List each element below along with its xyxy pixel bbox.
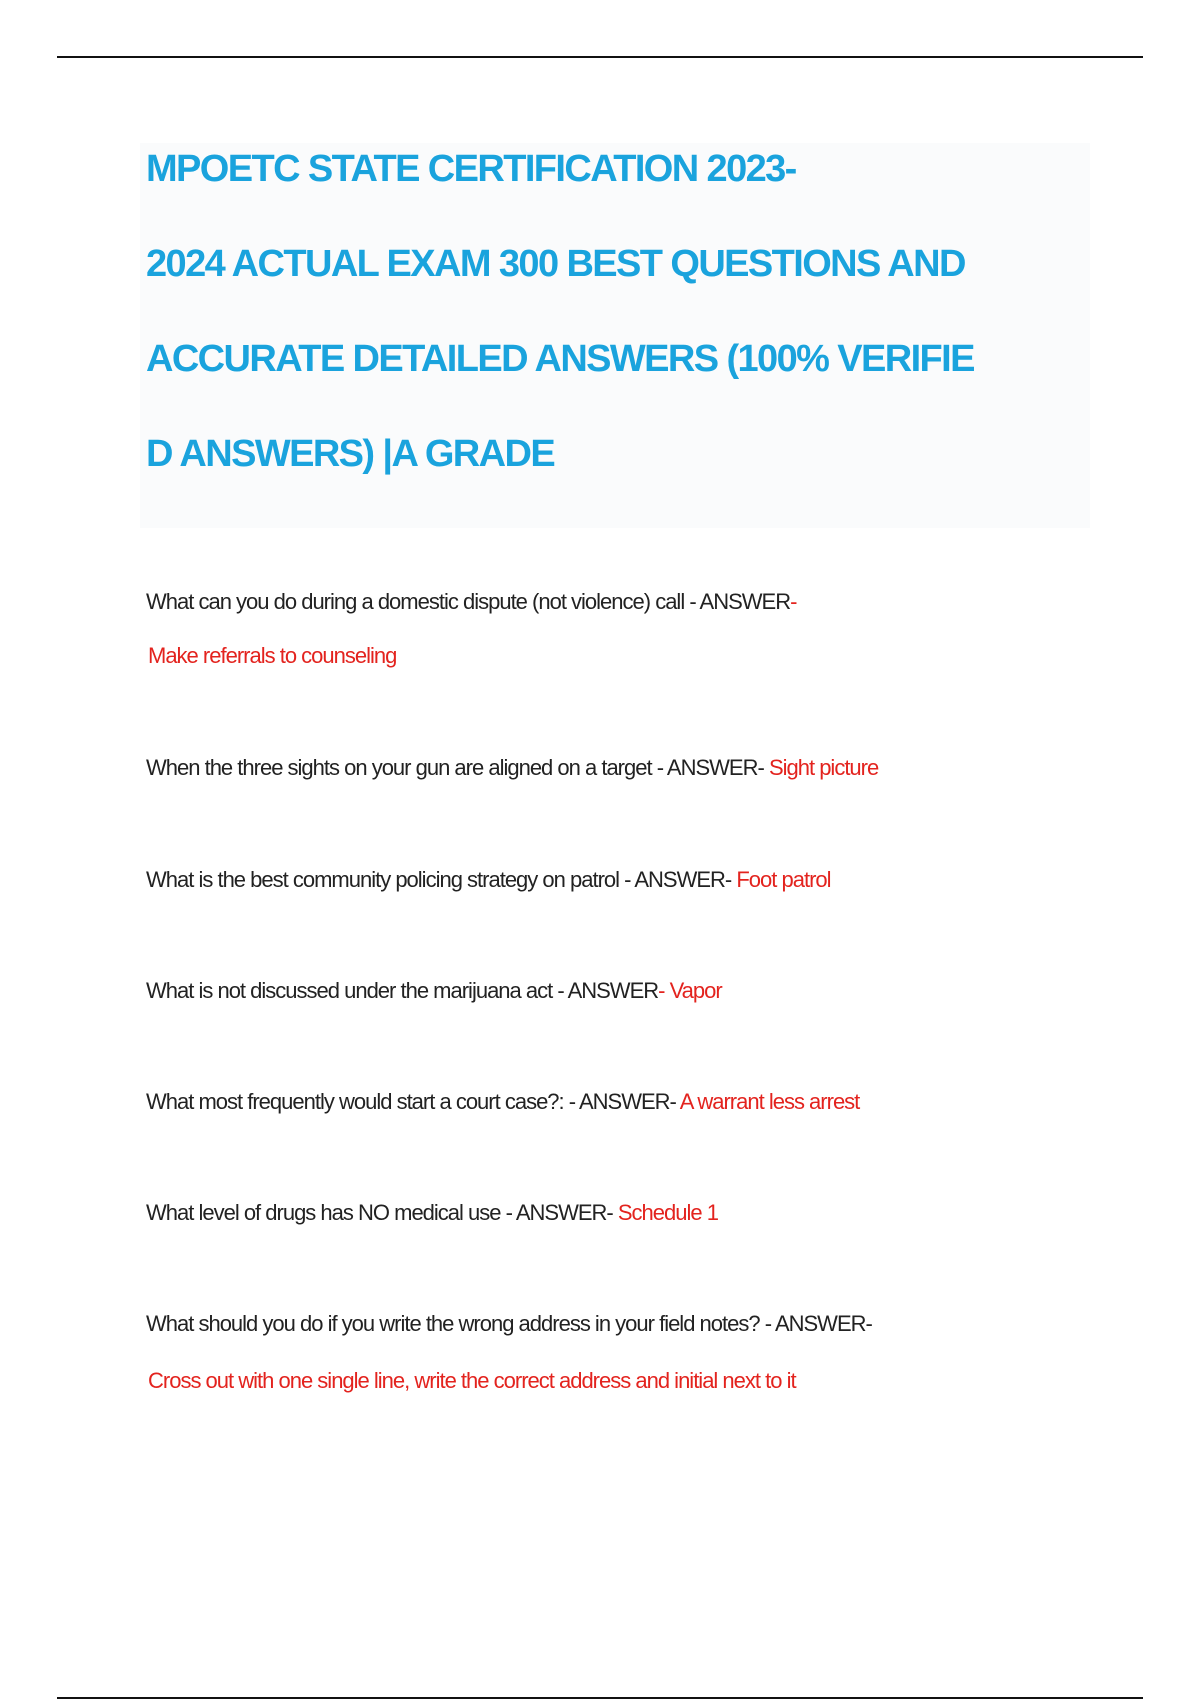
answer-separator: - <box>790 589 797 614</box>
top-rule <box>57 56 1143 58</box>
qa-item-2 <box>146 755 878 781</box>
answer-text: Schedule 1 <box>617 1200 718 1225</box>
answer-text: - Vapor <box>658 978 722 1003</box>
answer-text: Sight picture <box>768 755 879 780</box>
qa-item-4 <box>146 978 722 1004</box>
question-text: What is the best community policing strategy on patrol - ANSWER- <box>146 867 737 892</box>
title-line-3: ACCURATE DETAILED ANSWERS (100% VERIFIE <box>146 338 974 380</box>
qa-item-7-answer: Cross out with one single line, write the correct address and initial next to it <box>148 1368 796 1393</box>
qa-item-1-question <box>146 589 796 615</box>
title-line-2: 2024 ACTUAL EXAM 300 BEST QUESTIONS AND <box>146 243 965 285</box>
title-line-1: MPOETC STATE CERTIFICATION 2023- <box>146 148 796 190</box>
question-text: What can you do during a domestic dispute (not violence) call - ANSWER <box>146 589 791 614</box>
answer-text: A warrant less arrest <box>679 1089 860 1114</box>
answer-text: Foot patrol <box>736 867 831 892</box>
question-text: What level of drugs has NO medical use - ANSWER- <box>146 1200 618 1225</box>
question-text: When the three sights on your gun are aligned on a target - ANSWER- <box>146 755 769 780</box>
question-text: What most frequently would start a court case?: - ANSWER- <box>146 1089 680 1114</box>
qa-item-1-answer: Make referrals to counseling <box>148 643 397 668</box>
bottom-rule <box>57 1697 1143 1699</box>
document-title-block <box>140 143 1090 528</box>
title-line-4: D ANSWERS) |A GRADE <box>146 433 555 475</box>
question-text: What is not discussed under the marijuana act - ANSWER <box>146 978 659 1003</box>
qa-item-6 <box>146 1200 718 1226</box>
qa-item-3 <box>146 867 831 893</box>
qa-item-7-question: What should you do if you write the wrong address in your field notes? - ANSWER- <box>146 1311 872 1336</box>
qa-item-5 <box>146 1089 859 1115</box>
